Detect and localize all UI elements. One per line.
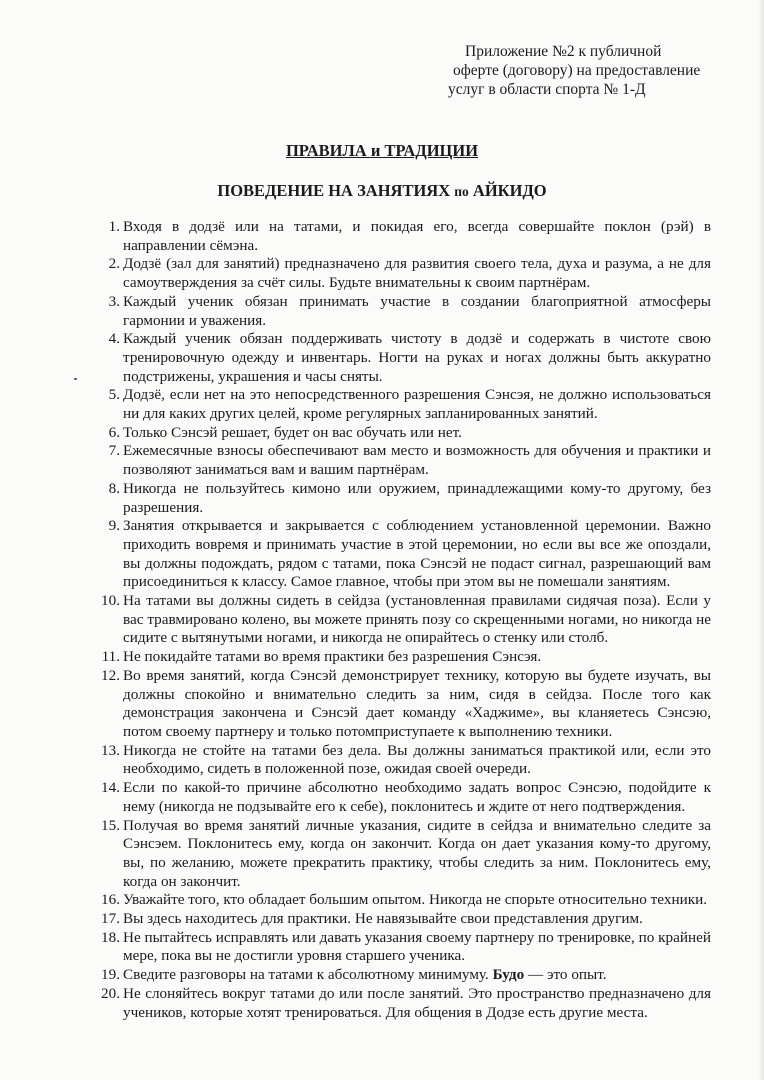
rule-item xyxy=(84,218,711,255)
rule-text: Получая во время занятий личные указания, сидите в сейдза и внимательно следите за Сэнсэем. Поклонитесь ему, когда он закончит. Когда он дает указания кому-то другому, вы, по желанию, можете прекратить практику, чтобы следить за ним. Поклонитесь ему, когда он закончит. xyxy=(123,816,711,890)
section-title-part-a: ПОВЕДЕНИЕ НА ЗАНЯТИЯХ xyxy=(217,181,455,200)
rule-text: На татами вы должны сидеть в сейдза (установленная правилами сидячая поза). Если у вас травмировано колено, вы можете принять позу со скрещенными ногами, но никогда не сидите с вытянутыми ногами, и никогда не опирайтесь о стенку или столб. xyxy=(123,592,711,647)
rule-text: Не покидайте татами во время практики без разрешения Сэнсэя. xyxy=(123,648,542,666)
rule-item xyxy=(84,966,711,985)
rule-item xyxy=(84,817,711,892)
section-title xyxy=(0,181,764,201)
rule-number: 12. xyxy=(101,666,120,684)
rule-item xyxy=(84,929,711,966)
document-title: ПРАВИЛА и ТРАДИЦИИ xyxy=(285,141,479,160)
rule-number: 16. xyxy=(101,891,120,909)
rule-item xyxy=(84,480,711,517)
rule-text: Во время занятий, когда Сэнсэй демонстрирует технику, которую вы будете изучать, вы должны спокойно и внимательно следить за ним, сидя в сейдза. После того как демонстрация закончена и Сэнсэй дает команду «Хаджиме», вы кланяетесь Сэнсэю, потом своему партнеру и только потомприступаете к выполнению техники. xyxy=(123,666,711,740)
rule-text: Каждый ученик обязан поддерживать чистоту в додзё и содержать в чистоте свою тренировочную одежду и инвентарь. Ногти на руках и ногах должны быть аккуратно подстрижены, украшения и часы сняты. xyxy=(123,330,711,385)
rule-text: Только Сэнсэй решает, будет он вас обучать или нет. xyxy=(123,423,462,441)
rule-text: Додзё (зал для занятий) предназначено для развития своего тела, духа и разума, а не для самоутверждения за счёт силы. Будьте внимательны к своим партнёрам. xyxy=(123,255,711,292)
rule-item xyxy=(84,442,711,479)
rule-item xyxy=(84,648,711,667)
rule-number: 5. xyxy=(108,386,120,404)
rule-text: Вы здесь находитесь для практики. Не навязывайте свои представления другим. xyxy=(123,910,643,928)
scan-speck xyxy=(74,378,77,380)
rule-text: Занятия открывается и закрывается с соблюдением установленной церемонии. Важно приходить вовремя и принимать участие в этой церемонии, но если вы все же опоздали, вы должны подождать, рядом с татами, пока Сэнсэй не подаст сигнал, разрешающий вам присоединиться к классу. Самое главное, чтобы при этом вы не помешали занятиям. xyxy=(123,517,711,591)
rule-number: 18. xyxy=(101,928,120,946)
appendix-line-2: оферте (договору) на предоставление xyxy=(453,62,701,79)
rule-item xyxy=(84,985,711,1022)
rule-number: 14. xyxy=(101,779,120,797)
rule-text-main: Сведите разговоры на татами к абсолютному минимуму. xyxy=(123,966,493,984)
rule-number: 17. xyxy=(101,910,120,928)
rule-number: 20. xyxy=(101,984,120,1002)
rule-number: 19. xyxy=(101,966,120,984)
rule-item xyxy=(84,424,711,443)
rule-item xyxy=(84,330,711,386)
rule-text: Додзё, если нет на это непосредственного разрешения Сэнсэя, не должно использоваться ни для каких других целей, кроме регулярных запланированных занятий. xyxy=(123,386,711,423)
rule-number: 13. xyxy=(101,741,120,759)
rule-number: 3. xyxy=(108,292,120,310)
appendix-line-3: услуг в области спорта № 1-Д xyxy=(448,81,646,98)
rule-number: 15. xyxy=(101,816,120,834)
rule-item xyxy=(84,386,711,423)
rule-text-bold: Будо xyxy=(492,966,525,984)
rule-text: Не слоняйтесь вокруг татами до или после занятий. Это пространство предназначено для учеников, которые хотят тренироваться. Для общения в Додзе есть другие места. xyxy=(123,984,711,1021)
rule-text: Каждый ученик обязан принимать участие в создании благоприятной атмосферы гармонии и уважения. xyxy=(123,292,711,329)
rule-text: Если по какой-то причине абсолютно необходимо задать вопрос Сэнсэю, подойдите к нему (никогда не подзывайте его к себе), поклонитесь и ждите от него подтверждения. xyxy=(123,779,711,815)
rule-text: Никогда не стойте на татами без дела. Вы должны заниматься практикой или, если это необходимо, сидеть в положенной позе, ожидая своей очереди. xyxy=(123,741,711,778)
rule-number: 10. xyxy=(101,592,120,610)
rule-text: Входя в додзё или на татами, и покидая его, всегда совершайте поклон (рэй) в направлении сёмэна. xyxy=(123,218,711,254)
rule-item xyxy=(84,517,711,592)
rule-number: 8. xyxy=(108,479,120,497)
rule-number: 6. xyxy=(108,423,120,441)
rule-item xyxy=(84,779,711,816)
rule-number: 7. xyxy=(108,442,120,460)
rule-text: Не пытайтесь исправлять или давать указания своему партнеру по тренировке, по крайней мере, пока вы не достигли уровня старшего ученика. xyxy=(123,928,711,965)
rule-text: Уважайте того, кто обладает большим опытом. Никогда не спорьте относительно техники. xyxy=(123,891,708,909)
rule-number: 1. xyxy=(108,218,120,235)
rules-list xyxy=(84,218,711,1022)
section-title-part-b: по xyxy=(454,184,469,199)
rule-text: Никогда не пользуйтесь кимоно или оружием, принадлежащими кому-то другому, без разрешения. xyxy=(123,479,711,516)
rule-item xyxy=(84,293,711,330)
rule-text-tail: — это опыт. xyxy=(524,966,607,984)
rule-item xyxy=(84,910,711,929)
rule-text xyxy=(123,966,711,985)
rule-item xyxy=(84,667,711,742)
rule-text: Ежемесячные взносы обеспечивают вам место и возможность для обучения и практики и позволяют заниматься вам и вашим партнёрам. xyxy=(123,442,711,479)
appendix-header xyxy=(448,42,748,99)
rule-number: 11. xyxy=(101,648,120,666)
appendix-line-1: Приложение №2 к публичной xyxy=(465,43,662,60)
section-title-part-c: АЙКИДО xyxy=(468,181,547,200)
rule-item xyxy=(84,255,711,292)
rule-number: 2. xyxy=(108,255,120,273)
rule-number: 9. xyxy=(108,517,120,535)
rule-item xyxy=(84,742,711,779)
rule-number: 4. xyxy=(108,330,120,348)
rule-item xyxy=(84,592,711,648)
rule-item xyxy=(84,891,711,910)
